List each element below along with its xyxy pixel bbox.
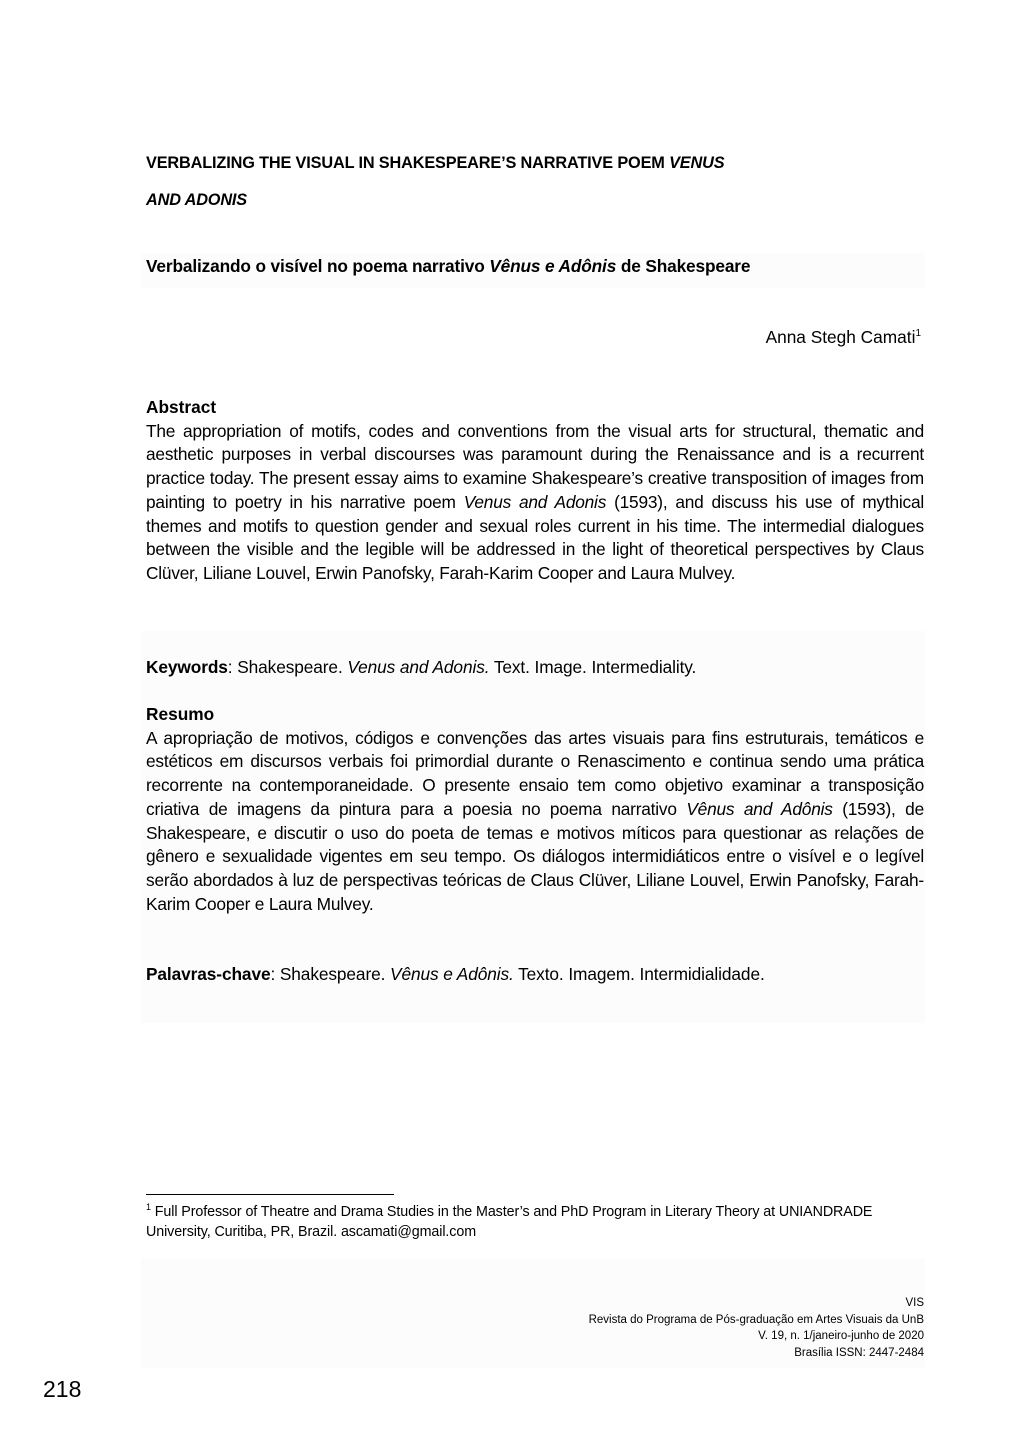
footnote-text: Full Professor of Theatre and Drama Studies in the Master’s and PhD Program in Literary Theory at UNIANDRADE University, Curitiba, PR, Brazil. ascamati@gmail.com — [146, 1204, 873, 1240]
keywords-italic: Venus and Adonis. — [347, 657, 490, 677]
journal-info — [589, 1295, 924, 1361]
author-line — [146, 324, 924, 350]
page-number: 218 — [43, 1376, 82, 1402]
resumo-body — [146, 727, 924, 917]
abstract-italic-title: Venus and Adonis — [463, 491, 607, 512]
palavras-chave-rest: Texto. Imagem. Intermidialidade. — [513, 964, 765, 984]
subtitle-italic: Vênus e Adônis — [489, 256, 617, 276]
title-italic-adonis: AND ADONIS — [146, 191, 248, 209]
resumo-heading: Resumo — [146, 704, 215, 724]
resumo-text-part2: (1593), de Shakespeare, e discutir o uso do poeta de temas e motivos míticos para questionar as relações de gênero e sexualidade vigentes em seu tempo. Os diálogos intermidiáticos entre o visível e o legível serão abordados à luz de perspectivas teóricas de Claus Clüver, Liliane Louvel, Erwin Panofsky, Farah-Karim Cooper e Laura Mulvey. — [146, 798, 924, 914]
keywords-line — [146, 655, 924, 679]
journal-volume: V. 19, n. 1/janeiro-junho de 2020 — [758, 1330, 924, 1342]
author-name: Anna Stegh Camati — [765, 327, 916, 347]
abstract-text-part1: The appropriation of motifs, codes and conventions from the visual arts for structural, thematic and aesthetic purposes in verbal discourses was paramount during the Renaissance and is a recurrent practice today. The present essay aims to examine Shakespeare’s creative transposition of images from painting to poetry in his narrative poem — [146, 420, 924, 512]
abstract-heading: Abstract — [146, 397, 217, 417]
palavras-chave-italic: Vênus e Adônis. — [390, 964, 514, 984]
keywords-label: Keywords — [146, 657, 228, 677]
journal-full-title: Revista do Programa de Pós-graduação em Artes Visuais da UnB — [588, 1313, 924, 1326]
journal-issn: Brasília ISSN: 2447-2484 — [794, 1346, 924, 1359]
keywords-rest: Text. Image. Intermediality. — [489, 657, 697, 677]
footnote-divider — [146, 1194, 394, 1195]
journal-name: VIS — [905, 1297, 924, 1309]
footnote — [146, 1202, 924, 1242]
abstract-body — [146, 420, 924, 586]
abstract-section — [146, 396, 924, 586]
resumo-text-part1: A apropriação de motivos, códigos e convenções das artes visuais para fins estruturais, temáticos e estéticos em discursos verbais foi primordial durante o Renascimento e continua sendo uma prática recorrente na contemporaneidade. O presente ensaio tem como objetivo examinar a transposição criativa de imagens da pintura para a poesia no poema narrativo — [146, 727, 924, 819]
palavras-chave-label: Palavras-chave — [146, 964, 271, 984]
author-footnote-marker[interactable]: 1 — [915, 328, 921, 339]
footnote-marker: 1 — [146, 1202, 151, 1212]
palavras-chave-text: : Shakespeare. — [270, 964, 391, 984]
resumo-italic-title: Vênus and Adônis — [686, 798, 833, 819]
resumo-section — [146, 703, 924, 916]
article-title — [146, 145, 924, 219]
palavras-chave-line — [146, 962, 924, 986]
title-text: VERBALIZING THE VISUAL IN SHAKESPEARE’S NARRATIVE POEM — [146, 154, 670, 172]
article-subtitle — [146, 253, 924, 279]
abstract-text-part2: (1593), and discuss his use of mythical themes and motifs to question gender and sexual roles current in his time. The intermedial dialogues between the visible and the legible will be addressed in the light of theoretical perspectives by Claus Clüver, Liliane Louvel, Erwin Panofsky, Farah-Karim Cooper and Laura Mulvey. — [146, 491, 924, 583]
title-italic-venus: VENUS — [669, 154, 725, 172]
subtitle-prefix: Verbalizando o visível no poema narrativo — [146, 256, 490, 276]
keywords-text: : Shakespeare. — [227, 657, 348, 677]
subtitle-suffix: de Shakespeare — [616, 256, 751, 276]
